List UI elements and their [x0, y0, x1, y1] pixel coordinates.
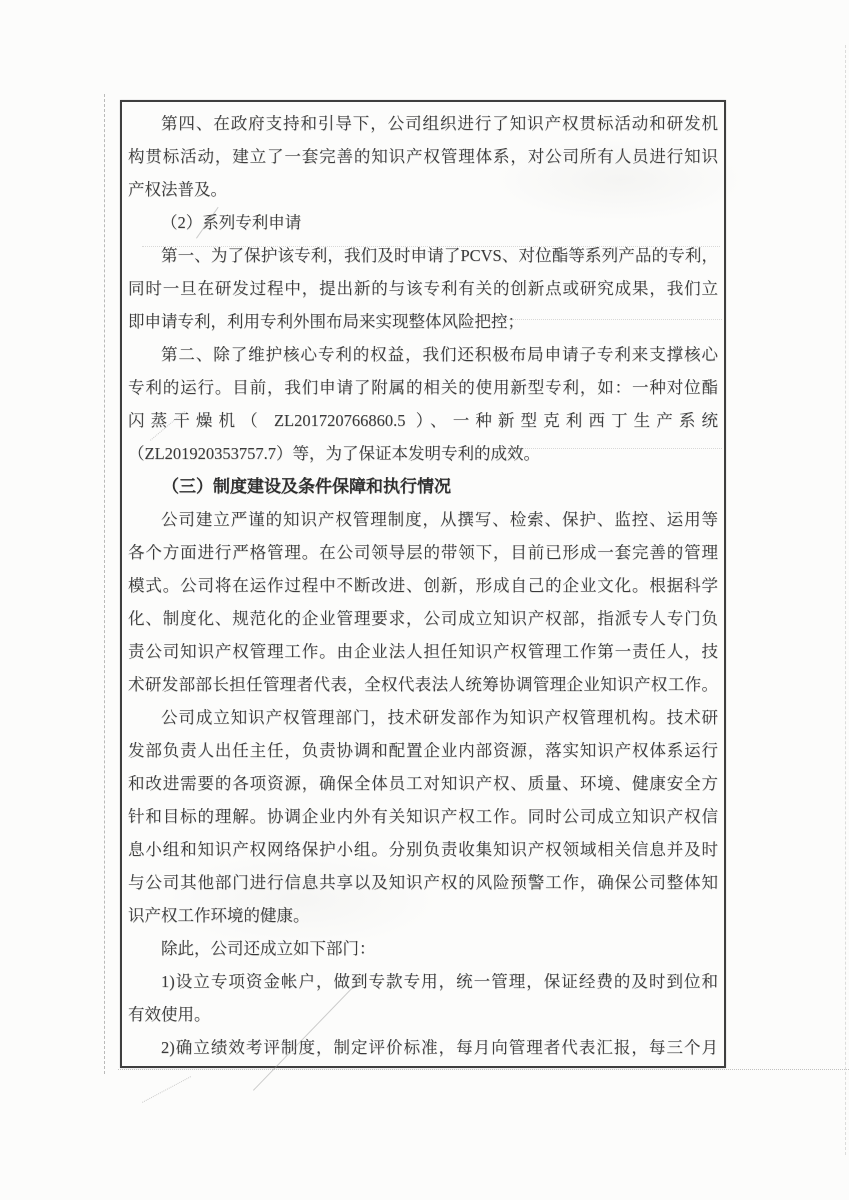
- text-line: 闪蒸干燥机（ ZL201720766860.5 ）、一种新型克利西丁生产系统: [128, 411, 718, 430]
- text-line: 第二、除了维护核心专利的权益，我们还积极布局申请子专利来支撑核心: [161, 345, 718, 364]
- text-line: 构贯标活动，建立了一套完善的知识产权管理体系，对公司所有人员进行知识: [128, 147, 718, 166]
- text-line: 责公司知识产权管理工作。由企业法人担任知识产权管理工作第一责任人，技: [128, 642, 718, 661]
- text-line: 针和目标的理解。协调企业内外有关知识产权工作。同时公司成立知识产权信: [128, 807, 718, 826]
- text-line: 2)确立绩效考评制度，制定评价标准，每月向管理者代表汇报，每三个月: [161, 1038, 718, 1057]
- text-line: 有效使用。: [128, 1005, 211, 1024]
- scan-artifact-left-line: [104, 94, 105, 1074]
- text-line: 术研发部部长担任管理者代表，全权代表法人统筹协调管理企业知识产权工作。: [128, 675, 718, 694]
- section-heading: （三）制度建设及条件保障和执行情况: [162, 477, 451, 496]
- text-line: 第一、为了保护该专利，我们及时申请了PCVS、对位酯等系列产品的专利，: [161, 246, 718, 265]
- text-line: 公司建立严谨的知识产权管理制度，从撰写、检索、保护、监控、运用等: [161, 510, 718, 529]
- text-line: 除此，公司还成立如下部门：: [161, 939, 376, 958]
- scan-artifact-bottom-dots: [118, 1069, 849, 1070]
- text-line: 各个方面进行严格管理。在公司领导层的带领下，目前已形成一套完善的管理: [128, 543, 718, 562]
- text-line: 公司成立知识产权管理部门，技术研发部作为知识产权管理机构。技术研: [161, 708, 718, 727]
- text-line: 与公司其他部门进行信息共享以及知识产权的风险预警工作，确保公司整体知: [128, 873, 718, 892]
- text-line: （2）系列专利申请: [161, 213, 302, 232]
- text-line: 同时一旦在研发过程中，提出新的与该专利有关的创新点或研究成果，我们立: [128, 279, 718, 298]
- text-line: 第四、在政府支持和引导下，公司组织进行了知识产权贯标活动和研发机: [161, 114, 718, 133]
- text-line: （ZL201920353757.7）等，为了保证本发明专利的成效。: [128, 444, 541, 463]
- text-line: 1)设立专项资金帐户，做到专款专用，统一管理，保证经费的及时到位和: [161, 972, 718, 991]
- text-line: 发部负责人出任主任，负责协调和配置企业内部资源，落实知识产权体系运行: [128, 741, 718, 760]
- text-frame: [120, 100, 726, 1068]
- text-line: 息小组和知识产权网络保护小组。分别负责收集知识产权领域相关信息并及时: [128, 840, 718, 859]
- text-line: 产权法普及。: [128, 180, 227, 199]
- text-line: 识产权工作环境的健康。: [128, 906, 310, 925]
- text-line: 和改进需要的各项资源，确保全体员工对知识产权、质量、环境、健康安全方: [128, 774, 718, 793]
- text-line: 专利的运行。目前，我们申请了附属的相关的使用新型专利，如：一种对位酯: [128, 378, 718, 397]
- scan-artifact-diagonal-3: [142, 1076, 191, 1103]
- text-line: 模式。公司将在运作过程中不断改进、创新，形成自己的企业文化。根据科学: [128, 576, 718, 595]
- scan-artifact-right-line: [845, 45, 846, 1155]
- text-line: 化、制度化、规范化的企业管理要求，公司成立知识产权部，指派专人专门负: [128, 609, 718, 628]
- text-line: 即申请专利，利用专利外围布局来实现整体风险把控；: [128, 312, 524, 331]
